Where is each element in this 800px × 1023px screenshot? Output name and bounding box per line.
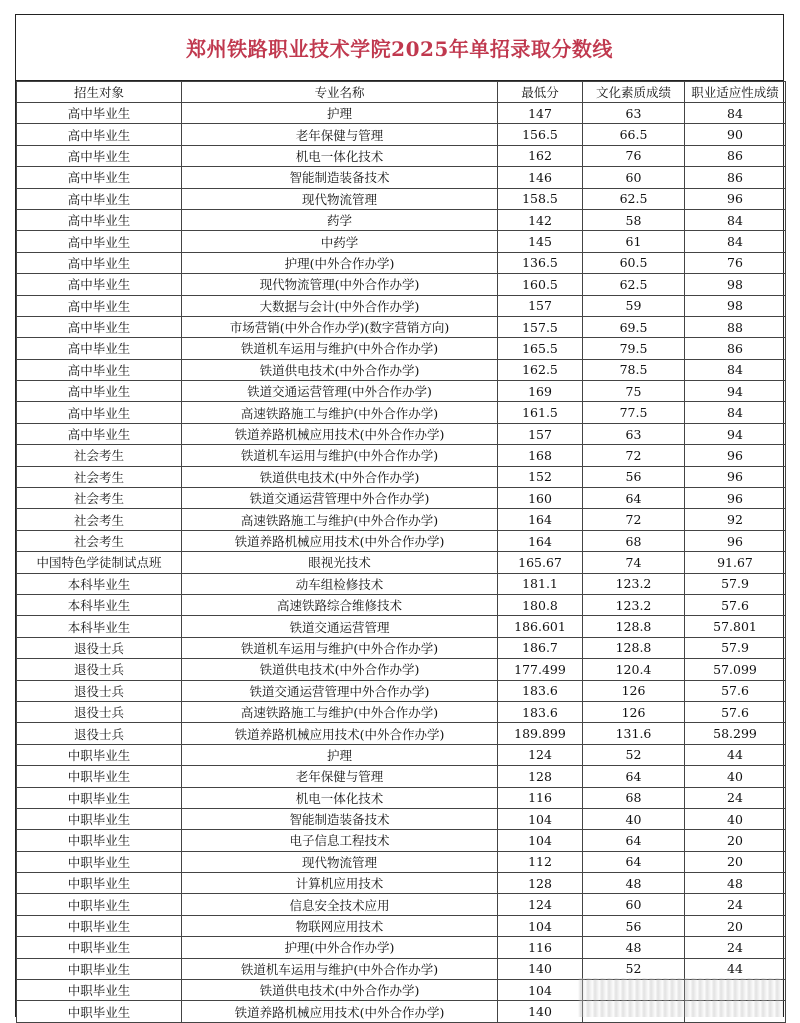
cell-aptitude-score: 40: [685, 766, 786, 787]
table-row: [17, 594, 786, 615]
cell-min-score: 158.5: [498, 188, 583, 209]
cell-min-score: 128: [498, 873, 583, 894]
cell-culture-score: 60.5: [583, 252, 685, 273]
cell-major: 中药学: [182, 231, 498, 252]
cell-target: 高中毕业生: [17, 295, 182, 316]
cell-major: 现代物流管理(中外合作办学): [182, 274, 498, 295]
cell-target: 退役士兵: [17, 637, 182, 658]
cell-aptitude-score: 94: [685, 423, 786, 444]
cell-aptitude-score: 86: [685, 338, 786, 359]
cell-min-score: 161.5: [498, 402, 583, 423]
cell-target: 高中毕业生: [17, 103, 182, 124]
table-row: [17, 659, 786, 680]
cell-culture-score: 62.5: [583, 188, 685, 209]
cell-min-score: 146: [498, 167, 583, 188]
cell-culture-score: 56: [583, 915, 685, 936]
table-row: [17, 744, 786, 765]
cell-aptitude-score: 57.6: [685, 594, 786, 615]
cell-aptitude-score: 96: [685, 488, 786, 509]
cell-culture-score: 62.5: [583, 274, 685, 295]
cell-aptitude-score: 84: [685, 231, 786, 252]
cell-target: 社会考生: [17, 466, 182, 487]
cell-aptitude-score: 84: [685, 103, 786, 124]
table-row: [17, 316, 786, 337]
cell-target: 本科毕业生: [17, 616, 182, 637]
cell-target: 中国特色学徒制试点班: [17, 552, 182, 573]
cell-major: 物联网应用技术: [182, 915, 498, 936]
cell-aptitude-score: 94: [685, 381, 786, 402]
cell-target: 本科毕业生: [17, 573, 182, 594]
table-row: [17, 937, 786, 958]
cell-major: 眼视光技术: [182, 552, 498, 573]
cell-min-score: 104: [498, 830, 583, 851]
cell-target: 中职毕业生: [17, 937, 182, 958]
cell-culture-score: 68: [583, 530, 685, 551]
cell-culture-score: [583, 1001, 685, 1022]
table-row: [17, 145, 786, 166]
cell-culture-score: [583, 980, 685, 1001]
cell-target: 本科毕业生: [17, 594, 182, 615]
score-table: [16, 81, 786, 1023]
table-row: [17, 381, 786, 402]
table-row: [17, 680, 786, 701]
table-row: [17, 980, 786, 1001]
cell-target: 社会考生: [17, 445, 182, 466]
cell-min-score: 169: [498, 381, 583, 402]
cell-min-score: 177.499: [498, 659, 583, 680]
table-row: [17, 830, 786, 851]
cell-aptitude-score: 98: [685, 295, 786, 316]
cell-aptitude-score: 44: [685, 958, 786, 979]
header-major: 专业名称: [182, 82, 498, 103]
cell-aptitude-score: 24: [685, 937, 786, 958]
cell-min-score: 162.5: [498, 359, 583, 380]
cell-target: 高中毕业生: [17, 274, 182, 295]
table-row: [17, 209, 786, 230]
cell-culture-score: 60: [583, 167, 685, 188]
cell-min-score: 164: [498, 530, 583, 551]
table-row: [17, 509, 786, 530]
cell-target: 社会考生: [17, 509, 182, 530]
cell-target: 中职毕业生: [17, 787, 182, 808]
cell-target: 高中毕业生: [17, 402, 182, 423]
cell-min-score: 160.5: [498, 274, 583, 295]
cell-culture-score: 63: [583, 423, 685, 444]
cell-min-score: 145: [498, 231, 583, 252]
cell-major: 机电一体化技术: [182, 145, 498, 166]
table-row: [17, 723, 786, 744]
cell-major: 铁道养路机械应用技术(中外合作办学): [182, 530, 498, 551]
cell-aptitude-score: 96: [685, 466, 786, 487]
table-row: [17, 808, 786, 829]
table-row: [17, 766, 786, 787]
cell-min-score: 124: [498, 744, 583, 765]
cell-major: 机电一体化技术: [182, 787, 498, 808]
cell-major: 护理(中外合作办学): [182, 252, 498, 273]
cell-min-score: 142: [498, 209, 583, 230]
cell-aptitude-score: 96: [685, 188, 786, 209]
cell-major: 高速铁路综合维修技术: [182, 594, 498, 615]
cell-min-score: 189.899: [498, 723, 583, 744]
page-title: 郑州铁路职业技术学院2025年单招录取分数线: [186, 37, 613, 61]
cell-culture-score: 48: [583, 937, 685, 958]
cell-major: 铁道交通运营管理: [182, 616, 498, 637]
cell-min-score: 147: [498, 103, 583, 124]
cell-aptitude-score: 24: [685, 787, 786, 808]
table-row: [17, 274, 786, 295]
cell-aptitude-score: 58.299: [685, 723, 786, 744]
cell-target: 中职毕业生: [17, 980, 182, 1001]
table-row: [17, 637, 786, 658]
cell-major: 铁道机车运用与维护(中外合作办学): [182, 958, 498, 979]
header-row: [17, 82, 786, 103]
cell-aptitude-score: 57.801: [685, 616, 786, 637]
cell-major: 铁道交通运营管理中外合作办学): [182, 488, 498, 509]
cell-min-score: 104: [498, 808, 583, 829]
cell-aptitude-score: 88: [685, 316, 786, 337]
cell-min-score: 104: [498, 980, 583, 1001]
cell-major: 铁道养路机械应用技术(中外合作办学): [182, 723, 498, 744]
cell-target: 高中毕业生: [17, 145, 182, 166]
cell-major: 电子信息工程技术: [182, 830, 498, 851]
table-row: [17, 402, 786, 423]
cell-major: 智能制造装备技术: [182, 808, 498, 829]
cell-target: 高中毕业生: [17, 188, 182, 209]
cell-culture-score: 77.5: [583, 402, 685, 423]
cell-target: 高中毕业生: [17, 359, 182, 380]
cell-culture-score: 123.2: [583, 573, 685, 594]
table-row: [17, 851, 786, 872]
table-row: [17, 701, 786, 722]
cell-aptitude-score: [685, 1001, 786, 1022]
cell-aptitude-score: 84: [685, 209, 786, 230]
cell-min-score: 168: [498, 445, 583, 466]
cell-major: 市场营销(中外合作办学)(数字营销方向): [182, 316, 498, 337]
cell-aptitude-score: 96: [685, 530, 786, 551]
cell-major: 现代物流管理: [182, 188, 498, 209]
cell-aptitude-score: 91.67: [685, 552, 786, 573]
cell-min-score: 116: [498, 937, 583, 958]
cell-culture-score: 126: [583, 701, 685, 722]
cell-culture-score: 123.2: [583, 594, 685, 615]
cell-min-score: 183.6: [498, 680, 583, 701]
cell-culture-score: 63: [583, 103, 685, 124]
cell-target: 退役士兵: [17, 659, 182, 680]
cell-major: 铁道机车运用与维护(中外合作办学): [182, 445, 498, 466]
table-row: [17, 231, 786, 252]
cell-target: 高中毕业生: [17, 338, 182, 359]
cell-culture-score: 64: [583, 766, 685, 787]
cell-aptitude-score: 98: [685, 274, 786, 295]
cell-target: 高中毕业生: [17, 209, 182, 230]
cell-major: 计算机应用技术: [182, 873, 498, 894]
cell-culture-score: 64: [583, 488, 685, 509]
cell-min-score: 165.67: [498, 552, 583, 573]
cell-aptitude-score: 20: [685, 915, 786, 936]
table-row: [17, 573, 786, 594]
cell-target: 中职毕业生: [17, 744, 182, 765]
cell-major: 铁道养路机械应用技术(中外合作办学): [182, 423, 498, 444]
table-row: [17, 295, 786, 316]
table-row: [17, 124, 786, 145]
cell-target: 高中毕业生: [17, 252, 182, 273]
table-row: [17, 873, 786, 894]
table-row: [17, 915, 786, 936]
cell-major: 护理: [182, 744, 498, 765]
cell-major: 铁道机车运用与维护(中外合作办学): [182, 637, 498, 658]
cell-culture-score: 66.5: [583, 124, 685, 145]
cell-target: 社会考生: [17, 488, 182, 509]
cell-culture-score: 52: [583, 958, 685, 979]
cell-aptitude-score: 24: [685, 894, 786, 915]
cell-target: 高中毕业生: [17, 167, 182, 188]
cell-target: 中职毕业生: [17, 1001, 182, 1022]
cell-culture-score: 60: [583, 894, 685, 915]
cell-target: 中职毕业生: [17, 851, 182, 872]
cell-culture-score: 79.5: [583, 338, 685, 359]
cell-major: 动车组检修技术: [182, 573, 498, 594]
cell-culture-score: 128.8: [583, 637, 685, 658]
table-row: [17, 466, 786, 487]
cell-aptitude-score: 57.6: [685, 701, 786, 722]
cell-target: 中职毕业生: [17, 830, 182, 851]
header-culture-score: 文化素质成绩: [583, 82, 685, 103]
cell-culture-score: 69.5: [583, 316, 685, 337]
cell-culture-score: 126: [583, 680, 685, 701]
cell-major: 护理: [182, 103, 498, 124]
cell-culture-score: 56: [583, 466, 685, 487]
cell-min-score: 140: [498, 1001, 583, 1022]
cell-major: 铁道交通运营管理中外合作办学): [182, 680, 498, 701]
cell-aptitude-score: 57.9: [685, 573, 786, 594]
cell-major: 信息安全技术应用: [182, 894, 498, 915]
cell-target: 退役士兵: [17, 723, 182, 744]
score-sheet: [15, 14, 784, 1020]
cell-aptitude-score: 86: [685, 145, 786, 166]
cell-target: 高中毕业生: [17, 316, 182, 337]
cell-major: 铁道机车运用与维护(中外合作办学): [182, 338, 498, 359]
cell-min-score: 156.5: [498, 124, 583, 145]
cell-major: 智能制造装备技术: [182, 167, 498, 188]
cell-aptitude-score: 96: [685, 445, 786, 466]
cell-min-score: 136.5: [498, 252, 583, 273]
cell-culture-score: 72: [583, 445, 685, 466]
cell-aptitude-score: 57.9: [685, 637, 786, 658]
cell-aptitude-score: 48: [685, 873, 786, 894]
cell-culture-score: 64: [583, 830, 685, 851]
table-row: [17, 252, 786, 273]
table-row: [17, 530, 786, 551]
header-target: 招生对象: [17, 82, 182, 103]
cell-min-score: 162: [498, 145, 583, 166]
cell-min-score: 183.6: [498, 701, 583, 722]
table-row: [17, 445, 786, 466]
cell-culture-score: 75: [583, 381, 685, 402]
table-row: [17, 488, 786, 509]
table-row: [17, 167, 786, 188]
cell-major: 铁道供电技术(中外合作办学): [182, 659, 498, 680]
cell-min-score: 157: [498, 295, 583, 316]
table-row: [17, 1001, 786, 1022]
table-row: [17, 894, 786, 915]
cell-major: 现代物流管理: [182, 851, 498, 872]
cell-culture-score: 68: [583, 787, 685, 808]
cell-aptitude-score: 86: [685, 167, 786, 188]
cell-target: 中职毕业生: [17, 873, 182, 894]
cell-aptitude-score: 40: [685, 808, 786, 829]
table-row: [17, 359, 786, 380]
cell-min-score: 186.7: [498, 637, 583, 658]
cell-target: 退役士兵: [17, 701, 182, 722]
table-row: [17, 338, 786, 359]
cell-major: 高速铁路施工与维护(中外合作办学): [182, 402, 498, 423]
cell-min-score: 124: [498, 894, 583, 915]
table-row: [17, 103, 786, 124]
cell-culture-score: 52: [583, 744, 685, 765]
cell-aptitude-score: 92: [685, 509, 786, 530]
cell-min-score: 165.5: [498, 338, 583, 359]
cell-min-score: 160: [498, 488, 583, 509]
table-body: [17, 103, 786, 1023]
cell-major: 铁道交通运营管理(中外合作办学): [182, 381, 498, 402]
header-aptitude-score: 职业适应性成绩: [685, 82, 786, 103]
cell-culture-score: 59: [583, 295, 685, 316]
cell-min-score: 157.5: [498, 316, 583, 337]
cell-target: 中职毕业生: [17, 766, 182, 787]
cell-aptitude-score: 84: [685, 402, 786, 423]
cell-min-score: 104: [498, 915, 583, 936]
cell-target: 高中毕业生: [17, 231, 182, 252]
cell-min-score: 140: [498, 958, 583, 979]
cell-aptitude-score: 20: [685, 851, 786, 872]
cell-culture-score: 76: [583, 145, 685, 166]
cell-min-score: 157: [498, 423, 583, 444]
cell-target: 中职毕业生: [17, 808, 182, 829]
cell-culture-score: 40: [583, 808, 685, 829]
cell-min-score: 116: [498, 787, 583, 808]
cell-aptitude-score: 57.6: [685, 680, 786, 701]
cell-major: 护理(中外合作办学): [182, 937, 498, 958]
cell-culture-score: 131.6: [583, 723, 685, 744]
cell-culture-score: 78.5: [583, 359, 685, 380]
cell-major: 高速铁路施工与维护(中外合作办学): [182, 701, 498, 722]
cell-target: 中职毕业生: [17, 915, 182, 936]
cell-aptitude-score: 90: [685, 124, 786, 145]
cell-culture-score: 58: [583, 209, 685, 230]
cell-target: 高中毕业生: [17, 381, 182, 402]
cell-culture-score: 64: [583, 851, 685, 872]
table-row: [17, 423, 786, 444]
cell-major: 高速铁路施工与维护(中外合作办学): [182, 509, 498, 530]
title-box: [16, 15, 783, 81]
cell-min-score: 164: [498, 509, 583, 530]
table-row: [17, 188, 786, 209]
cell-major: 铁道供电技术(中外合作办学): [182, 466, 498, 487]
cell-aptitude-score: [685, 980, 786, 1001]
cell-aptitude-score: 76: [685, 252, 786, 273]
header-min-score: 最低分: [498, 82, 583, 103]
cell-culture-score: 120.4: [583, 659, 685, 680]
cell-culture-score: 74: [583, 552, 685, 573]
cell-aptitude-score: 20: [685, 830, 786, 851]
cell-target: 中职毕业生: [17, 894, 182, 915]
cell-target: 社会考生: [17, 530, 182, 551]
cell-target: 退役士兵: [17, 680, 182, 701]
cell-culture-score: 128.8: [583, 616, 685, 637]
cell-major: 老年保健与管理: [182, 124, 498, 145]
table-row: [17, 958, 786, 979]
cell-min-score: 186.601: [498, 616, 583, 637]
cell-aptitude-score: 57.099: [685, 659, 786, 680]
cell-aptitude-score: 84: [685, 359, 786, 380]
cell-target: 高中毕业生: [17, 423, 182, 444]
cell-min-score: 112: [498, 851, 583, 872]
cell-min-score: 180.8: [498, 594, 583, 615]
table-row: [17, 787, 786, 808]
table-row: [17, 616, 786, 637]
cell-culture-score: 72: [583, 509, 685, 530]
cell-culture-score: 48: [583, 873, 685, 894]
cell-min-score: 181.1: [498, 573, 583, 594]
cell-major: 药学: [182, 209, 498, 230]
cell-min-score: 152: [498, 466, 583, 487]
cell-major: 铁道养路机械应用技术(中外合作办学): [182, 1001, 498, 1022]
table-row: [17, 552, 786, 573]
cell-culture-score: 61: [583, 231, 685, 252]
cell-target: 高中毕业生: [17, 124, 182, 145]
cell-major: 铁道供电技术(中外合作办学): [182, 980, 498, 1001]
cell-major: 老年保健与管理: [182, 766, 498, 787]
cell-target: 中职毕业生: [17, 958, 182, 979]
cell-major: 铁道供电技术(中外合作办学): [182, 359, 498, 380]
cell-min-score: 128: [498, 766, 583, 787]
cell-aptitude-score: 44: [685, 744, 786, 765]
cell-major: 大数据与会计(中外合作办学): [182, 295, 498, 316]
